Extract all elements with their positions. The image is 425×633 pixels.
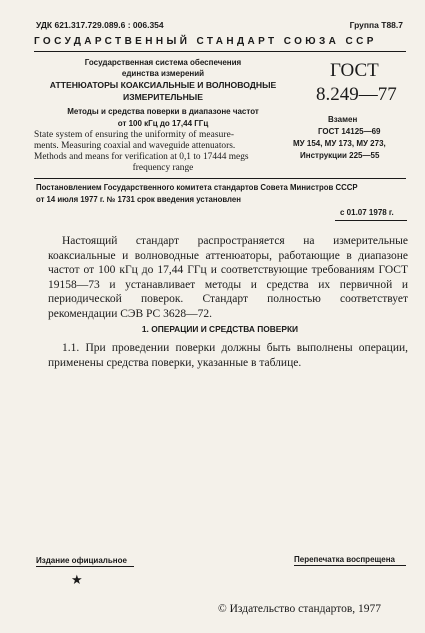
subtitle-line-1: Методы и средства поверки в диапазоне частот — [67, 107, 259, 116]
english-title-line-2: ments. Measuring coaxial and waveguide attenuators. — [34, 141, 236, 151]
state-standard-banner: ГОСУДАРСТВЕННЫЙ СТАНДАРТ СОЮЗА ССР — [34, 36, 377, 47]
intro-paragraph: Настоящий стандарт распространяется на измерительные коаксиальные и волноводные аттенюаторы, работающие в диапазоне частот от 100 кГц до 17,44 ГГц и соответствующие требованиям ГОСТ 19158—73 и устанавливает методы и средства их первичной и периодической поверок. Стандарт полностью соответствует рекомендации СЭВ РС 3628—72. — [48, 235, 408, 320]
udk-code: УДК 621.317.729.089.6 : 006.354 — [36, 20, 164, 30]
gost-number: 8.249—77 — [316, 84, 397, 105]
subtitle-line-2: от 100 кГц до 17,44 ГГц — [117, 119, 209, 128]
clause-1-1: 1.1. При проведении поверки должны быть выполнены операции, применены средства поверки, указанные в таблице. — [48, 342, 408, 369]
official-edition: Издание официальное — [36, 556, 127, 565]
gost-label: ГОСТ — [330, 60, 379, 81]
star-icon: ★ — [71, 572, 83, 587]
english-title-line-3: Methods and means for verification at 0,1 to 17444 megs — [34, 152, 249, 162]
english-title-line-4: frequency range — [132, 163, 194, 173]
date-divider — [335, 220, 407, 221]
decree-line-1: Постановлением Государственного комитета стандартов Совета Министров СССР — [36, 183, 358, 192]
replaces-line-2: МУ 154, МУ 173, МУ 273, — [293, 139, 386, 148]
decree-line-2: от 14 июля 1977 г. № 1731 срок введения установлен — [36, 195, 241, 204]
english-title-line-1: State system of ensuring the uniformity of measure- — [34, 130, 235, 140]
title-line-1: АТТЕНЮАТОРЫ КОАКСИАЛЬНЫЕ И ВОЛНОВОДНЫЕ — [49, 80, 277, 90]
replaces-line-1: ГОСТ 14125—69 — [318, 127, 381, 136]
replaces-label: Взамен — [328, 115, 358, 124]
copyright: © Издательство стандартов, 1977 — [218, 603, 382, 615]
official-divider — [36, 566, 134, 567]
reprint-notice: Перепечатка воспрещена — [294, 555, 395, 564]
effective-date: с 01.07 1978 г. — [340, 208, 394, 217]
system-line-1: Государственная система обеспечения — [84, 58, 242, 67]
title-divider — [34, 178, 406, 179]
group-code: Группа Т88.7 — [349, 20, 403, 30]
header-divider — [34, 51, 406, 52]
replaces-line-3: Инструкции 225—55 — [300, 151, 380, 160]
title-line-2: ИЗМЕРИТЕЛЬНЫЕ — [123, 92, 203, 102]
reprint-divider — [294, 565, 406, 566]
system-line-2: единства измерений — [121, 69, 205, 78]
section-title: 1. ОПЕРАЦИИ И СРЕДСТВА ПОВЕРКИ — [141, 324, 299, 334]
